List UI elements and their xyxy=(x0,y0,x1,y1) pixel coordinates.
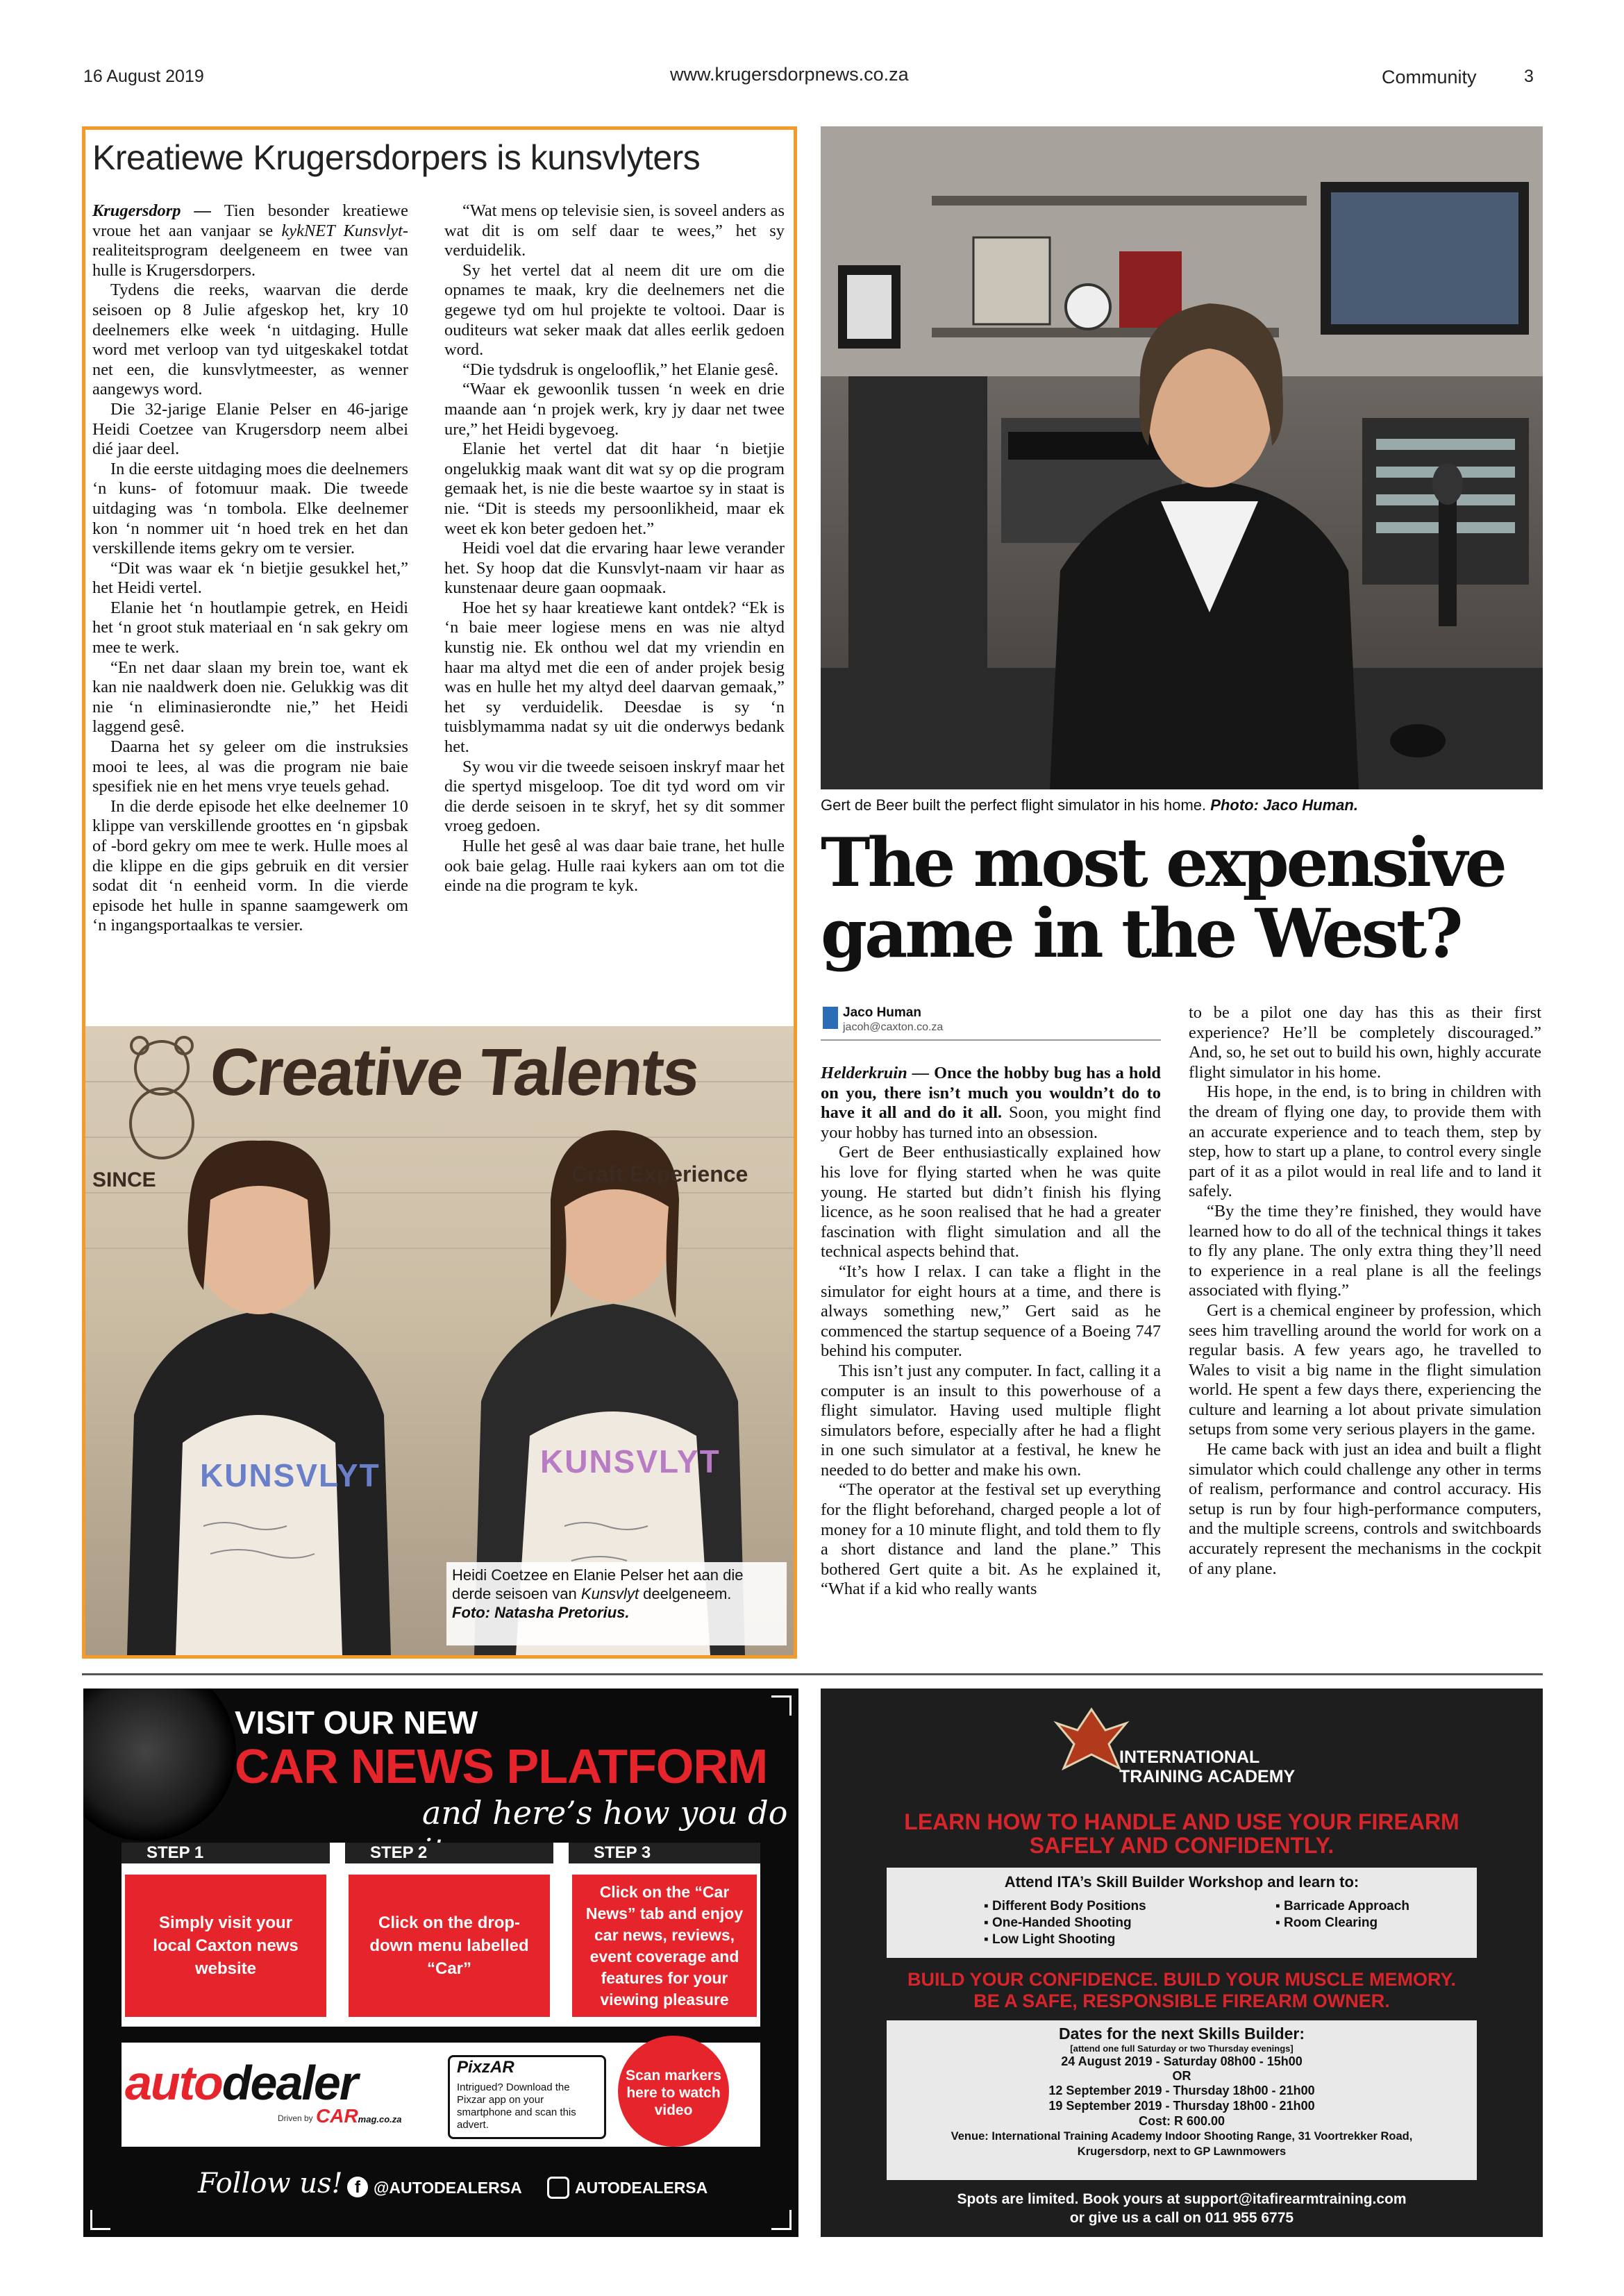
paragraph: Sy het vertel dat al neem dit ure om die opnames te maak, kry die deelnemers net die gegewe tyd om hul projekte te voltooi. Daar is ouditeurs wat seker maak dat alles eerlik gedoen word. xyxy=(444,260,785,360)
paragraph: This isn’t just any computer. In fact, calling it a computer is an insult to this powerhouse of a flight simulator. Having used multiple flight simulators before, especially after he had a flight in one such simulator at a festival, he knew he needed to do better and make his own. xyxy=(821,1361,1161,1480)
paragraph: His hope, in the end, is to bring in children with the dream of flying one day, to provide them with an accurate experience and to teach them, step by step, how to start up a plane, to control every single part of it as a pilot would in real life and to land it safely. xyxy=(1189,1082,1541,1201)
confidence-text xyxy=(821,1969,1543,2012)
headline-line-1: LEARN HOW TO HANDLE AND USE YOUR FIREARM xyxy=(904,1809,1459,1834)
article2-column-1 xyxy=(821,1064,1161,1600)
sign-sub-craft: Craft Experience xyxy=(571,1162,748,1187)
page-number: 3 xyxy=(1524,67,1534,86)
date-or: OR xyxy=(1172,2069,1191,2083)
paragraph: “Die tydsdruk is ongelooflik,” het Elanie gesê. xyxy=(462,360,779,379)
academy-line-1: INTERNATIONAL xyxy=(1119,1748,1260,1767)
step-3-header: STEP 3 xyxy=(569,1843,760,1863)
paragraph: “En net daar slaan my brein toe, want ek kan nie naaldwerk doen nie. Gelukkig was dit nie ‘n eliminasierondte nie,” het Heidi laggend gesê. xyxy=(92,657,408,737)
section-name: Community xyxy=(1382,67,1477,87)
ad-platform-text: CAR NEWS PLATFORM xyxy=(235,1739,768,1793)
apron-left-text: KUNSVLYT xyxy=(200,1457,380,1493)
workshop-title: Attend ITA’s Skill Builder Workshop and learn to: xyxy=(1004,1873,1359,1891)
paragraph: Sy wou vir die tweede seisoen inskryf maar het die spertyd misgeloop. Toe dit tyd word om vir die derde seisoen in te skryf, het sy dit sommer vroeg gedoen. xyxy=(444,757,785,836)
ad-tagline: and here’s how you do xyxy=(422,1794,788,1832)
paragraph: Elanie het ‘n houtlampie getrek, en Heidi het ‘n groot stuk materiaal en ‘n sak gekry om mee te werk. xyxy=(92,598,408,657)
corner-mark xyxy=(771,1695,792,1716)
issue-date: 16 August 2019 xyxy=(83,67,204,86)
ads-divider xyxy=(82,1673,1543,1675)
cost: Cost: R 600.00 xyxy=(1138,2114,1225,2128)
photo-caption: Heidi Coetzee en Elanie Pelser het aan die derde seisoen van Kunsvlyt deelgeneem. Foto: Natasha Pretorius. xyxy=(452,1566,744,1621)
paragraph: “The operator at the festival set up everything for the flight beforehand, charged people a lot of money for a 10 minute flight, and told them to fly a short distance and land the plane.” This bothered Gert quite a bit. As he explained it, “What if a kid who really wants xyxy=(821,1480,1161,1599)
instagram-handle[interactable]: AUTODEALERSA xyxy=(575,2179,708,2197)
article-column-2 xyxy=(444,201,785,896)
paragraph: “It’s how I relax. I can take a flight in the simulator for eight hours at a time, and there is always something new,” Gert said as he commenced the startup sequence of a Boeing 747 behind his computer. xyxy=(821,1262,1161,1361)
contact-line-2[interactable]: or give us a call on 011 955 6775 xyxy=(1069,2210,1294,2226)
confidence-line-1: BUILD YOUR CONFIDENCE. BUILD YOUR MUSCLE MEMORY. xyxy=(907,1969,1457,1990)
sign-sub-since: SINCE xyxy=(92,1168,156,1191)
paragraph: Hulle het gesê al was daar baie trane, het hulle ook baie gelag. Hulle raai kykers aan om tot die einde na die program te kyk. xyxy=(444,837,785,896)
driven-by: Driven by xyxy=(278,2113,313,2123)
article-headline: Kreatiewe Krugersdorpers is kunsvlyters xyxy=(92,138,701,177)
step-2-box: Click on the drop-down menu labelled “Car” xyxy=(349,1875,550,2017)
paragraph: to be a pilot one day has this as their first experience? He’ll be completely discouraged.” And, so, he set out to build his own, highly accurate flight simulator in his home. xyxy=(1189,1003,1541,1082)
site-url[interactable]: www.krugersdorpnews.co.za xyxy=(670,64,909,85)
dates-title: Dates for the next Skills Builder: xyxy=(1058,2025,1305,2043)
facebook-icon[interactable]: f xyxy=(347,2177,368,2197)
lead-paragraph: Helderkruin — Once the hobby bug has a hold on you, there isn’t much you wouldn’t do to have it all and do it all. Soon, you might find your hobby has turned into an obsession. xyxy=(821,1064,1161,1142)
academy-name xyxy=(1119,1748,1295,1786)
skills-right xyxy=(1275,1898,1409,1932)
dates-box xyxy=(887,2020,1477,2180)
article-column-1 xyxy=(92,201,408,936)
kunsvlyt-photo xyxy=(85,1026,794,1655)
lead-paragraph: Krugersdorp — Tien besonder kreatiewe vroue het aan vanjaar se kykNET Kunsvlyt-realiteitsprogram deelgeneem en twee van hulle is Krugersdorpers. xyxy=(92,201,408,280)
pixzar-text: Intrigued? Download the Pixzar app on your smartphone and scan this advert. xyxy=(457,2081,576,2131)
paragraph: “Dit was waar ek ‘n bietjie gesukkel het,” het Heidi vertel. xyxy=(92,558,408,598)
confidence-line-2: BE A SAFE, RESPONSIBLE FIREARM OWNER. xyxy=(973,1991,1390,2011)
ita-ad[interactable] xyxy=(821,1689,1543,2237)
paragraph: In die eerste uitdaging moes die deelnemers ‘n kuns- of fotomuur maak. Die tweede uitdaging was ‘n tombola. Elke deelnemer kon ‘n nommer uit ‘n hoed trek en het dan verskillende items gekry om te versier. xyxy=(92,459,408,558)
car-news-ad[interactable] xyxy=(83,1689,798,2237)
paragraph: “Wat mens op televisie sien, is soveel anders as wat dit is om self daar te wees,” het sy verduidelik. xyxy=(444,201,785,260)
step-1-box: Simply visit your local Caxton news website xyxy=(125,1875,326,2017)
ita-headline xyxy=(821,1810,1543,1857)
headline-line-2: game in the West? xyxy=(821,894,1461,973)
contact-line-1[interactable]: Spots are limited. Book yours at support@itafirearmtraining.com xyxy=(957,2191,1407,2207)
ad-visit-text: VISIT OUR NEW xyxy=(235,1704,478,1741)
byline-email[interactable]: jacoh@caxton.co.za xyxy=(843,1021,944,1033)
paragraph: He came back with just an idea and built a flight simulator which could challenge any other in terms of realism, performance and control accuracy. His setup is run by four high-performance computers, and the multiple screens, controls and switchboards accurately represent the mechanisms in the cockpit of any plane. xyxy=(1189,1440,1541,1578)
skills-left xyxy=(984,1898,1146,1948)
step-2-header: STEP 2 xyxy=(345,1843,553,1863)
paragraph: “Waar ek gewoonlik tussen ‘n week en drie maande aan ‘n projek werk, kry jy daar net twee ure,” het Heidi bygevoeg. xyxy=(444,380,785,439)
dates-note: [attend one full Saturday or two Thursday evenings] xyxy=(1070,2043,1294,2054)
engine-start-icon xyxy=(83,1689,236,1841)
paragraph: Hoe het sy haar kreatiewe kant ontdek? “Ek is ‘n baie meer logiese mens en was nie altyd kunstig nie. Ek onthou wel dat my vriendin en haar ma altyd met die een of ander projek besig was en hulle het my altyd deel daarvan gemaak,” het sy verduidelik. Deesdae is sy ‘n tuisblymamma nadat sy uit die onderwys bedank het. xyxy=(444,598,785,757)
paragraph: “By the time they’re finished, they would have learned how to do all of the technical things it takes to fly any plane. The only extra thing they’ll need to experience in a real plane is all the feelings associated with flying.” xyxy=(1189,1201,1541,1300)
skill-item: ▪ Low Light Shooting xyxy=(984,1932,1116,1947)
instagram-icon[interactable] xyxy=(547,2177,569,2199)
skill-item: ▪ Room Clearing xyxy=(1275,1916,1378,1930)
byline-author: Jaco Human xyxy=(843,1005,921,1020)
follow-text: Follow us! xyxy=(198,2168,343,2199)
headline-line-1: The most expensive xyxy=(821,823,1505,902)
paragraph: In die derde episode het elke deelnemer 10 klippe van verskillende groottes en ‘n gipsbak of -bord gekry om mee te werk. Hulle moes al die klippe en die gips gebruik en dit versier sodat dit ‘n eenheid vorm. In die vierde episode het hulle in spanne saamgewerk om ‘n ingangsportaalkas te versier. xyxy=(92,796,408,935)
date-2: 12 September 2019 - Thursday 18h00 - 21h00 xyxy=(1048,2084,1315,2097)
step-3-box: Click on the “Car News” tab and enjoy car news, reviews, event coverage and features for your viewing pleasure xyxy=(572,1875,757,2017)
pixzar-title: PixzAR xyxy=(457,2058,514,2077)
venue-line-1: Venue: International Training Academy Indoor Shooting Range, 31 Voortrekker Road, xyxy=(951,2130,1413,2143)
paragraph: Gert is a chemical engineer by profession, which sees him travelling around the world for work on a regular basis. A few years ago, he travelled to Wales to visit a big name in the flight simulation world. He spent a few days there, experiencing the culture and learning a lot about private simulation setups from some very serious players in the game. xyxy=(1189,1300,1541,1439)
flight-sim-photo xyxy=(821,126,1543,789)
corner-mark xyxy=(771,2210,792,2230)
sim-photo-caption: Gert de Beer built the perfect flight simulator in his home. Photo: Jaco Human. xyxy=(821,796,1358,814)
headline-line-2: SAFELY AND CONFIDENTLY. xyxy=(1029,1833,1334,1858)
paragraph: Die 32-jarige Elanie Pelser en 46-jarige Heidi Coetzee van Krugersdorp neem albei dié jaar deel. xyxy=(92,399,408,459)
byline-rule xyxy=(821,1039,1161,1041)
step-1-header: STEP 1 xyxy=(122,1843,330,1863)
byline-marker xyxy=(823,1007,838,1029)
scan-text: Scan markers here to watch video xyxy=(626,2068,721,2118)
date-1: 24 August 2019 - Saturday 08h00 - 15h00 xyxy=(1061,2054,1303,2068)
date-3: 19 September 2019 - Thursday 18h00 - 21h00 xyxy=(1048,2099,1315,2113)
paragraph: Heidi voel dat die ervaring haar lewe verander het. Sy hoop dat die Kunsvlyt-naam vir haar as kunstenaar deure gaan oopmaak. xyxy=(444,539,785,598)
paragraph: Elanie het vertel dat dit haar ‘n bietjie ongelukkig maak want dit wat sy op die program gemaak het, is nie die beste waartoe sy in staat is nie. “Dit is steeds my persoonlikheid, maar ek weet ek kon beter gedoen het.” xyxy=(444,439,785,538)
academy-line-2: TRAINING ACADEMY xyxy=(1119,1767,1296,1786)
contact-text xyxy=(821,2190,1543,2227)
paragraph: Tydens die reeks, waarvan die derde seisoen op 8 Julie afgeskop het, kry 10 deelnemers elke week ‘n uitdaging. Hulle word met verloop van tyd uitgeskakel totdat net een, die kunsvlytmeester, as wenner aangewys word. xyxy=(92,280,408,399)
apron-right-text: KUNSVLYT xyxy=(540,1443,721,1480)
skill-item: ▪ One-Handed Shooting xyxy=(984,1916,1132,1930)
autodealer-logo: autodealer xyxy=(125,2056,358,2110)
venue-line-2: Krugersdorp, next to GP Lawnmowers xyxy=(1077,2145,1287,2158)
paragraph: Daarna het sy geleer om die instruksies mooi te lees, al was die program nie baie spesifiek nie en het mens vrye teuels gehad. xyxy=(92,737,408,796)
sign-text: Creative Talents xyxy=(206,1035,703,1109)
facebook-handle[interactable]: @AUTODEALERSA xyxy=(374,2179,522,2197)
skill-item: ▪ Barricade Approach xyxy=(1275,1899,1409,1913)
corner-mark xyxy=(90,2210,110,2230)
workshop-box xyxy=(887,1868,1477,1958)
article2-headline xyxy=(821,823,1505,973)
paragraph: Gert de Beer enthusiastically explained how his love for flying started when he was quite young. He started but didn’t finish his flying licence, as he soon realised that he had a greater fascination with flight simulation and all the technical aspects behind that. xyxy=(821,1143,1161,1262)
carmag-logo: CARmag.co.za xyxy=(316,2105,402,2127)
article2-column-2 xyxy=(1189,1003,1541,1579)
skill-item: ▪ Different Body Positions xyxy=(984,1899,1146,1913)
